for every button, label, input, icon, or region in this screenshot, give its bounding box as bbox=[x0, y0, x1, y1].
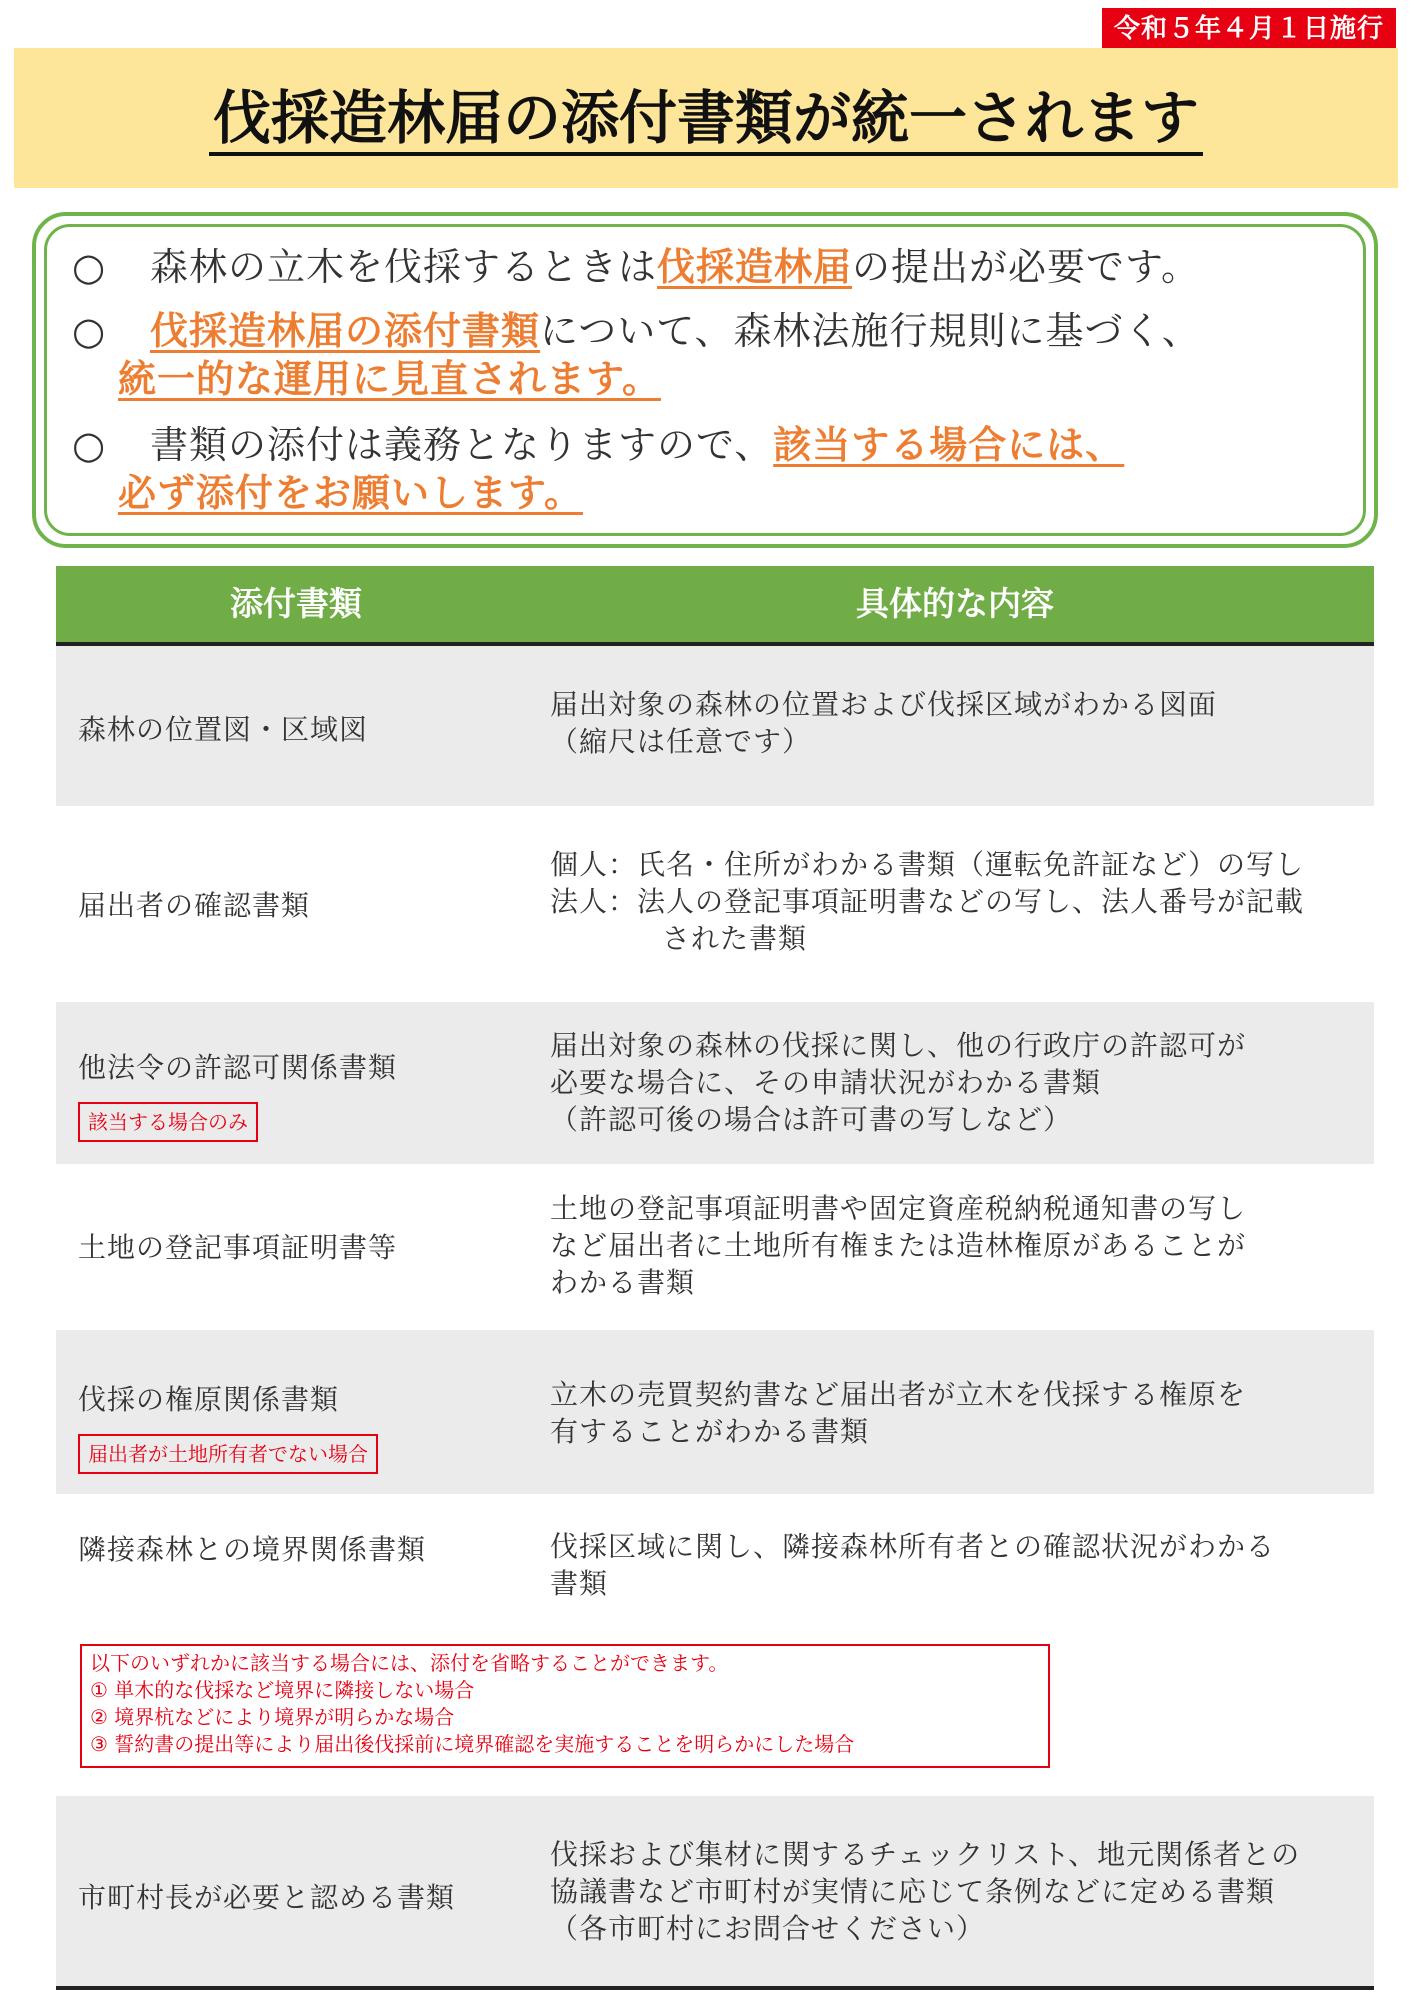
row-description: 届出対象の森林の伐採に関し、他の行政庁の許認可が 必要な場合に、その申請状況がわかる書類 （許認可後の場合は許可書の写しなど） bbox=[550, 1029, 1247, 1136]
row-description: 個人：氏名・住所がわかる書類（運転免許証など）の写し 法人：法人の登記事項証明書などの写し、法人番号が記載 された書類 bbox=[550, 848, 1305, 955]
row-description: 伐採区域に関し、隣接森林所有者との確認状況がわかる 書類 bbox=[550, 1530, 1276, 1600]
title-band bbox=[14, 48, 1398, 188]
row-label: 伐採の権原関係書類 bbox=[78, 1383, 340, 1416]
table-row bbox=[56, 806, 1374, 1002]
row-label: 他法令の許認可関係書類 bbox=[78, 1051, 398, 1084]
condition-note-badge: 該当する場合のみ bbox=[78, 1102, 258, 1142]
page-title: 伐採造林届の添付書類が統一されます bbox=[14, 78, 1398, 158]
summary-box bbox=[32, 212, 1378, 548]
circle-mark-icon: ○ bbox=[72, 309, 107, 353]
circle-mark-icon: ○ bbox=[72, 245, 107, 289]
row-label: 市町村長が必要と認める書類 bbox=[78, 1881, 456, 1914]
row-label: 森林の位置図・区域図 bbox=[78, 713, 369, 746]
row-description: 伐採および集材に関するチェックリスト、地元関係者との 協議書など市町村が実情に応じて条例などに定める書類 （各市町村にお問合せください） bbox=[550, 1838, 1301, 1945]
row-description: 立木の売買契約書など届出者が立木を伐採する権原を 有することがわかる書類 bbox=[550, 1378, 1247, 1448]
summary-bullet-2: ○ 伐採造林届の添付書類について、森林法施行規則に基づく、 bbox=[72, 306, 1344, 356]
effective-date-badge: 令和５年４月１日施行 bbox=[1102, 8, 1396, 50]
table-row bbox=[56, 1002, 1374, 1164]
condition-note-badge: 届出者が土地所有者でない場合 bbox=[78, 1434, 378, 1474]
row-description: 届出対象の森林の位置および伐採区域がわかる図面 （縮尺は任意です） bbox=[550, 688, 1218, 758]
row-label: 隣接森林との境界関係書類 bbox=[78, 1533, 427, 1566]
row-label: 土地の登記事項証明書等 bbox=[78, 1231, 398, 1264]
circle-mark-icon: ○ bbox=[72, 423, 107, 467]
conditions-intro: 以下のいずれかに該当する場合には、添付を省略することができます。 bbox=[90, 1651, 729, 1675]
summary-bullet-2-continued: 統一的な運用に見直されます。 bbox=[118, 357, 661, 401]
omission-conditions-box bbox=[80, 1644, 1050, 1768]
header-details: 具体的な内容 bbox=[856, 584, 1054, 623]
condition-item: ① 単木的な伐採など境界に隣接しない場合 bbox=[90, 1678, 475, 1702]
table-bottom-rule bbox=[56, 1986, 1374, 1990]
table-row bbox=[56, 1796, 1374, 1986]
row-label: 届出者の確認書類 bbox=[78, 889, 311, 922]
table-row bbox=[56, 646, 1374, 806]
summary-bullet-3: ○ 書類の添付は義務となりますので、該当する場合には、 bbox=[72, 420, 1344, 470]
table-row bbox=[56, 1164, 1374, 1330]
table-header bbox=[56, 566, 1374, 646]
header-attachments: 添付書類 bbox=[230, 584, 362, 623]
summary-bullet-3-continued: 必ず添付をお願いします。 bbox=[118, 471, 583, 515]
row-description: 土地の登記事項証明書や固定資産税納税通知書の写し など届出者に土地所有権または造林権原があることが わかる書類 bbox=[550, 1192, 1247, 1299]
condition-item: ③ 誓約書の提出等により届出後伐採前に境界確認を実施することを明らかにした場合 bbox=[90, 1732, 855, 1756]
summary-bullet-1: ○ 森林の立木を伐採するときは伐採造林届の提出が必要です。 bbox=[72, 242, 1344, 292]
condition-item: ② 境界杭などにより境界が明らかな場合 bbox=[90, 1705, 455, 1729]
table-row bbox=[56, 1330, 1374, 1494]
